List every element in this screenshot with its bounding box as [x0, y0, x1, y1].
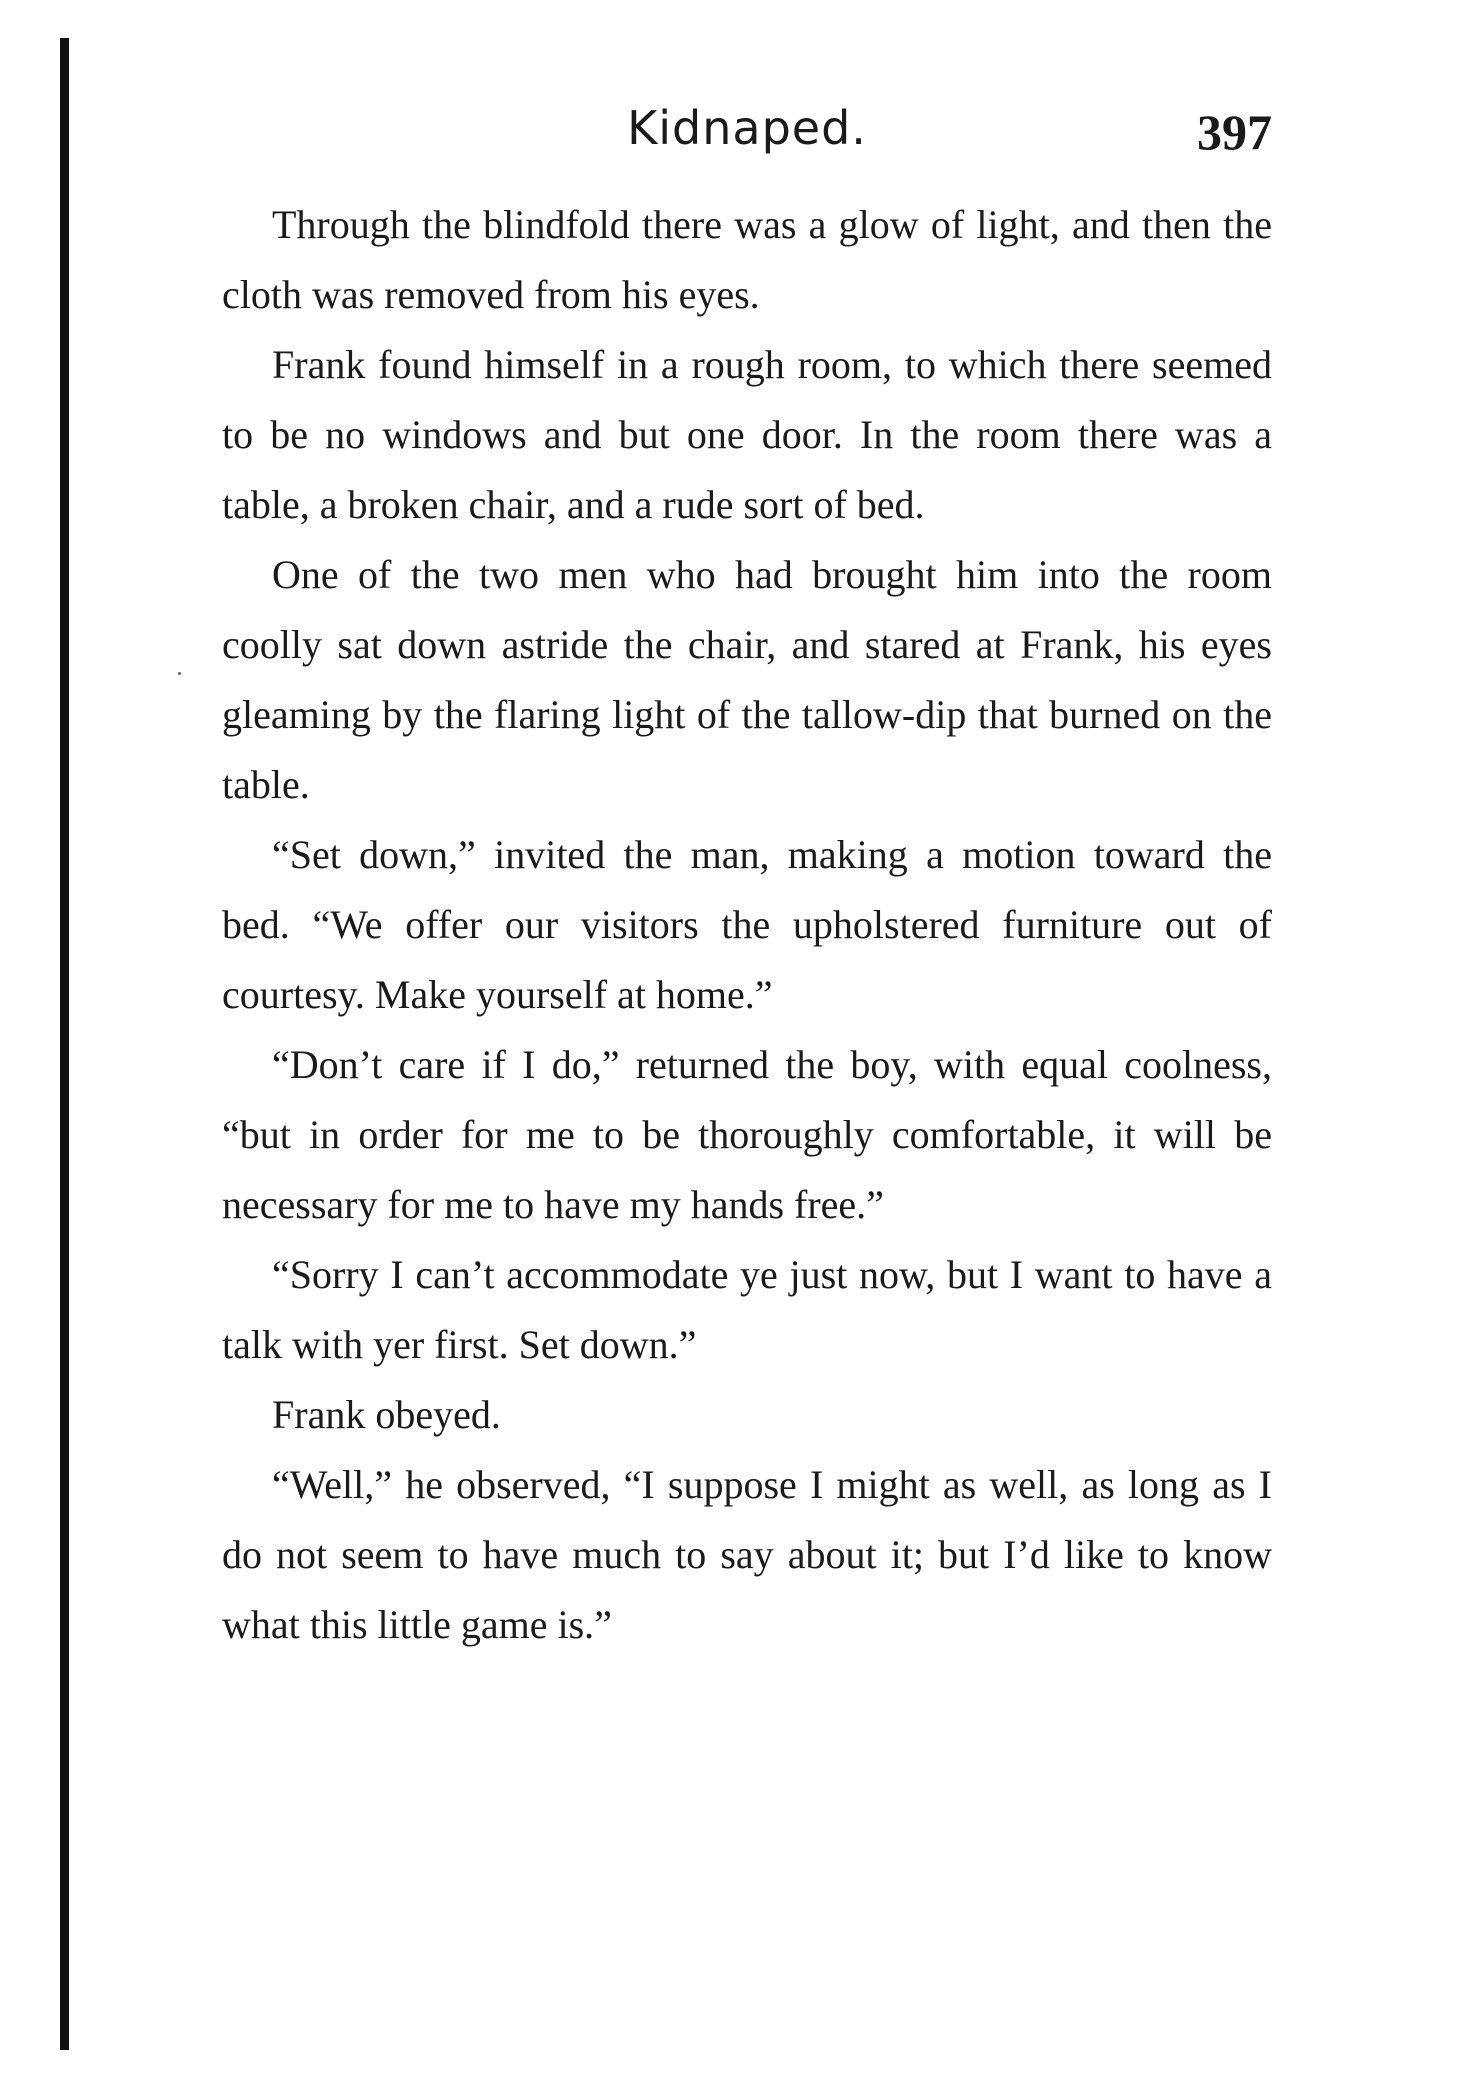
running-head — [222, 96, 1272, 166]
paragraph: “Sorry I can’t accommodate ye just now, but I want to have a talk with yer first. Set down.” — [222, 1252, 1272, 1367]
print-speck — [178, 672, 181, 675]
paragraph: Frank obeyed. — [272, 1392, 501, 1437]
paragraph: One of the two men who had brought him into the room coolly sat down astride the chair, and stared at Frank, his eyes gleaming by the flaring light of the tallow-dip that burned on the table. — [222, 552, 1272, 807]
paragraph: “Set down,” invited the man, making a motion toward the bed. “We offer our visitors the upholstered furniture out of courtesy. Make yourself at home.” — [222, 832, 1272, 1017]
paragraph: Through the blindfold there was a glow of light, and then the cloth was removed from his eyes. — [222, 202, 1272, 317]
paragraph: “Well,” he observed, “I suppose I might as well, as long as I do not seem to have much to say about it; but I’d like to know what this little game is.” — [222, 1462, 1272, 1647]
page-number: 397 — [1197, 104, 1272, 160]
running-title: Kidnaped. — [627, 101, 867, 155]
paragraph: “Don’t care if I do,” returned the boy, with equal coolness, “but in order for me to be thoroughly comfortable, it will be necessary for me to have my hands free.” — [222, 1042, 1272, 1227]
paragraph: Frank found himself in a rough room, to which there seemed to be no windows and but one door. In the room there was a table, a broken chair, and a rude sort of bed. — [222, 342, 1272, 527]
binding-edge-line — [60, 38, 69, 2050]
body-text — [222, 190, 1272, 1660]
